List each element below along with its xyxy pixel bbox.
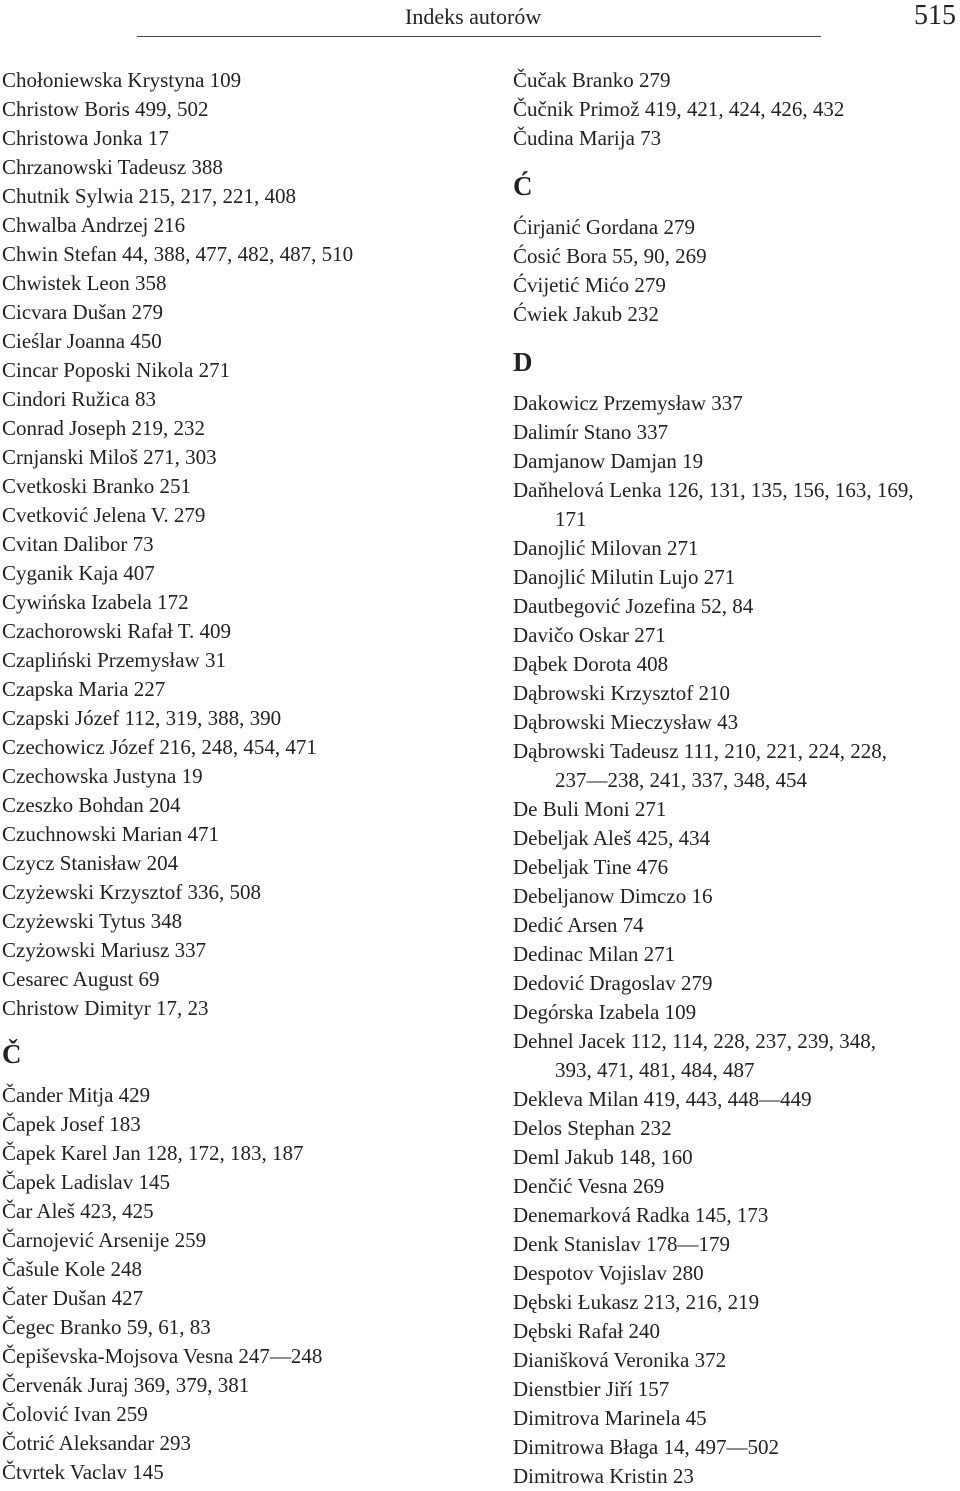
- index-entry: Christowa Jonka 17: [2, 126, 169, 150]
- index-entry: Chołoniewska Krystyna 109: [2, 68, 242, 92]
- left-column: [2, 66, 457, 1487]
- index-entry: Despotov Vojislav 280: [513, 1261, 704, 1285]
- index-entry: Christow Dimityr 17, 23: [2, 996, 209, 1020]
- index-entry: Dąbrowski Tadeusz 111, 210, 221, 224, 228,: [513, 739, 887, 763]
- index-entry: Chwin Stefan 44, 388, 477, 482, 487, 510: [2, 242, 354, 266]
- index-entry: Debeljanow Dimczo 16: [513, 884, 713, 908]
- index-entry: Cywińska Izabela 172: [2, 590, 189, 614]
- index-entry: Dimitrowa Błaga 14, 497—502: [513, 1435, 779, 1459]
- index-entry: Čtvrtek Vaclav 145: [2, 1460, 164, 1484]
- index-entry: Čander Mitja 429: [2, 1083, 151, 1107]
- index-entry: Chwistek Leon 358: [2, 271, 167, 295]
- index-entry: Dekleva Milan 419, 443, 448—449: [513, 1087, 812, 1111]
- header-rule: [137, 36, 821, 37]
- index-entry-continuation: 393, 471, 481, 484, 487: [555, 1058, 755, 1082]
- index-entry: Cincar Poposki Nikola 271: [2, 358, 231, 382]
- index-entry: Czapski Józef 112, 319, 388, 390: [2, 706, 282, 730]
- index-entry: Dąbrowski Mieczysław 43: [513, 710, 739, 734]
- index-entry: Ćosić Bora 55, 90, 269: [513, 244, 707, 268]
- index-entry: Čepiševska-Mojsova Vesna 247—248: [2, 1344, 323, 1368]
- index-entry: Cieślar Joanna 450: [2, 329, 162, 353]
- index-entry: Damjanow Damjan 19: [513, 449, 704, 473]
- index-entry: Dębski Łukasz 213, 216, 219: [513, 1290, 760, 1314]
- index-entry: Denk Stanislav 178—179: [513, 1232, 730, 1256]
- page-number: 515: [914, 0, 956, 31]
- index-entry: Ćvijetić Mićo 279: [513, 273, 666, 297]
- index-entry: Chutnik Sylwia 215, 217, 221, 408: [2, 184, 297, 208]
- index-entry: Čapek Josef 183: [2, 1112, 141, 1136]
- section-letter-d: D: [513, 347, 533, 377]
- index-entry: Dimitrowa Kristin 23: [513, 1464, 694, 1488]
- index-entry: Ćwiek Jakub 232: [513, 302, 659, 326]
- index-entry: Dębski Rafał 240: [513, 1319, 660, 1343]
- page-header: [0, 0, 960, 40]
- index-entry: Čapek Ladislav 145: [2, 1170, 170, 1194]
- index-entry: Denčić Vesna 269: [513, 1174, 665, 1198]
- index-entry: Dedić Arsen 74: [513, 913, 644, 937]
- index-entry: Daňhelová Lenka 126, 131, 135, 156, 163, 169,: [513, 478, 914, 502]
- index-entry: Čudina Marija 73: [513, 126, 662, 150]
- index-entry: Debeljak Aleš 425, 434: [513, 826, 711, 850]
- index-entry: Cindori Ružica 83: [2, 387, 156, 411]
- index-entry: Ćirjanić Gordana 279: [513, 215, 695, 239]
- index-entry: Čašule Kole 248: [2, 1257, 142, 1281]
- index-entry: Dedinac Milan 271: [513, 942, 676, 966]
- index-entry: Degórska Izabela 109: [513, 1000, 697, 1024]
- index-entry: Czapliński Przemysław 31: [2, 648, 226, 672]
- index-entry: De Buli Moni 271: [513, 797, 667, 821]
- index-entry: Dedović Dragoslav 279: [513, 971, 713, 995]
- index-entry: Delos Stephan 232: [513, 1116, 672, 1140]
- index-entry-continuation: 171: [555, 507, 587, 531]
- index-entry: Cvitan Dalibor 73: [2, 532, 154, 556]
- index-entry: Danojlić Milovan 271: [513, 536, 699, 560]
- index-entry: Czyżewski Krzysztof 336, 508: [2, 880, 261, 904]
- index-entry: Czycz Stanisław 204: [2, 851, 179, 875]
- index-entry: Czyżowski Mariusz 337: [2, 938, 207, 962]
- index-entry: Cyganik Kaja 407: [2, 561, 155, 585]
- index-entry: Dąbek Dorota 408: [513, 652, 669, 676]
- index-entry: Čolović Ivan 259: [2, 1402, 148, 1426]
- index-entry: Czyżewski Tytus 348: [2, 909, 183, 933]
- index-entry-continuation: 237—238, 241, 337, 348, 454: [555, 768, 807, 792]
- index-entry: Čučnik Primož 419, 421, 424, 426, 432: [513, 97, 845, 121]
- right-column: [513, 66, 960, 1491]
- index-entry: Deml Jakub 148, 160: [513, 1145, 693, 1169]
- index-entry: Crnjanski Miloš 271, 303: [2, 445, 217, 469]
- index-entry: Davičo Oskar 271: [513, 623, 666, 647]
- index-entry: Debeljak Tine 476: [513, 855, 669, 879]
- index-entry: Dimitrova Marinela 45: [513, 1406, 707, 1430]
- index-entry: Čegec Branko 59, 61, 83: [2, 1315, 211, 1339]
- running-title: Indeks autorów: [405, 4, 542, 29]
- index-entry: Dakowicz Przemysław 337: [513, 391, 743, 415]
- index-entry: Dautbegović Jozefina 52, 84: [513, 594, 754, 618]
- index-entry: Dienstbier Jiří 157: [513, 1377, 670, 1401]
- index-entry: Cesarec August 69: [2, 967, 160, 991]
- index-entry: Christow Boris 499, 502: [2, 97, 209, 121]
- index-entry: Conrad Joseph 219, 232: [2, 416, 205, 440]
- index-entry: Czechowicz Józef 216, 248, 454, 471: [2, 735, 317, 759]
- index-entry: Czechowska Justyna 19: [2, 764, 203, 788]
- index-entry: Čar Aleš 423, 425: [2, 1199, 154, 1223]
- section-letter-c-acute: Ć: [513, 171, 533, 201]
- index-entry: Dianišková Veronika 372: [513, 1348, 727, 1372]
- index-entry: Dehnel Jacek 112, 114, 228, 237, 239, 348,: [513, 1029, 876, 1053]
- index-entry: Denemarková Radka 145, 173: [513, 1203, 769, 1227]
- index-entry: Dąbrowski Krzysztof 210: [513, 681, 730, 705]
- index-entry: Cvetković Jelena V. 279: [2, 503, 206, 527]
- index-entry: Červenák Juraj 369, 379, 381: [2, 1373, 250, 1397]
- index-entry: Cicvara Dušan 279: [2, 300, 163, 324]
- index-entry: Čarnojević Arsenije 259: [2, 1228, 207, 1252]
- index-entry: Čater Dušan 427: [2, 1286, 144, 1310]
- index-entry: Dalimír Stano 337: [513, 420, 669, 444]
- index-entry: Cvetkoski Branko 251: [2, 474, 191, 498]
- index-entry: Čotrić Aleksandar 293: [2, 1431, 191, 1455]
- index-entry: Czuchnowski Marian 471: [2, 822, 219, 846]
- index-entry: Czeszko Bohdan 204: [2, 793, 181, 817]
- index-entry: Čapek Karel Jan 128, 172, 183, 187: [2, 1141, 304, 1165]
- index-entry: Chrzanowski Tadeusz 388: [2, 155, 223, 179]
- index-entry: Danojlić Milutin Lujo 271: [513, 565, 736, 589]
- index-entry: Czapska Maria 227: [2, 677, 166, 701]
- index-entry: Chwalba Andrzej 216: [2, 213, 186, 237]
- index-entry: Čučak Branko 279: [513, 68, 671, 92]
- index-entry: Czachorowski Rafał T. 409: [2, 619, 232, 643]
- section-letter-c-caron: Č: [2, 1039, 22, 1069]
